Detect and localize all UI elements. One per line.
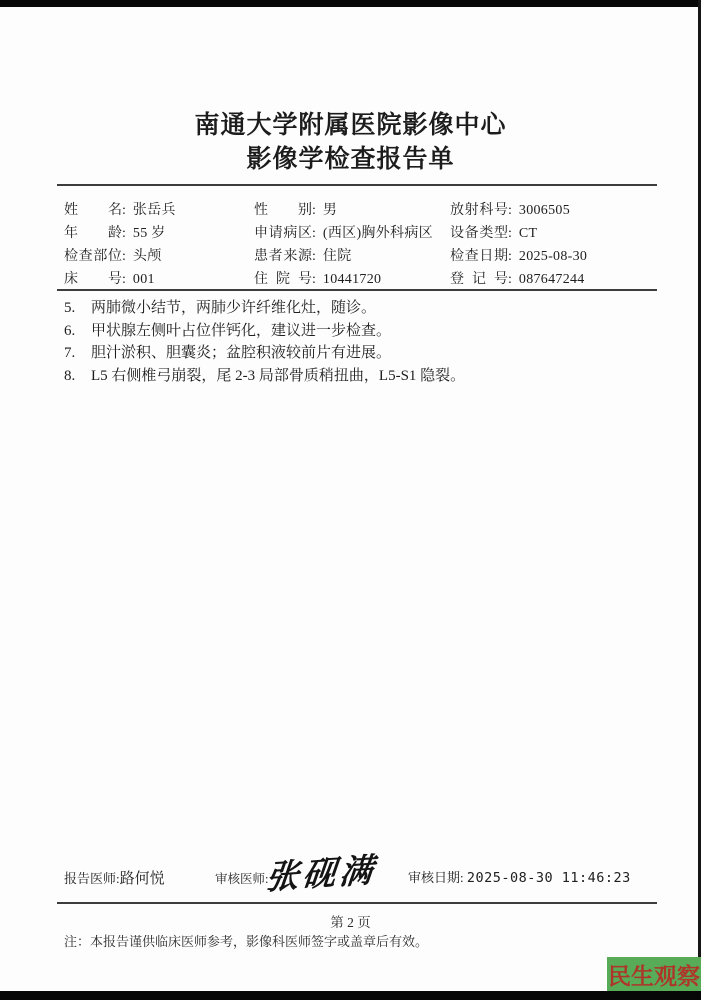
finding-item	[64, 320, 644, 343]
scan-bottom-bar	[0, 991, 701, 1000]
finding-item	[64, 342, 644, 365]
footer-note: 注：本报告谨供临床医师参考，影像科医师签字或盖章后有效。	[64, 934, 429, 949]
hospital-title: 南通大学附属医院影像中心	[194, 112, 507, 139]
finding-text: L5 右侧椎弓崩裂，尾 2-3 局部骨质稍扭曲，L5-S1 隐裂。	[91, 367, 466, 384]
finding-number: 8.	[64, 367, 76, 384]
findings-list	[64, 297, 644, 387]
review-date-value: 2025-08-30 11:46:23	[466, 870, 631, 886]
divider-header	[57, 184, 657, 186]
field-device-type-value: CT	[518, 226, 538, 241]
finding-text: 两肺微小结节，两肺少许纤维化灶，随诊。	[91, 300, 377, 316]
field-age-value: 55 岁	[132, 226, 166, 241]
field-device-type: 设备类型 : CT	[450, 222, 649, 245]
finding-text: 胆汁淤积、胆囊炎；盆腔积液较前片有进展。	[91, 345, 392, 361]
page-number: 第 2 页	[330, 915, 371, 930]
report-title: 影像学检查报告单	[246, 146, 455, 173]
field-admission-no: 住院号 : 10441720	[254, 268, 450, 291]
divider-info	[57, 289, 657, 291]
field-gender-value: 男	[322, 203, 338, 218]
report-doctor-label: 报告医师:	[64, 871, 120, 886]
field-exam-part: 检查部位 : 头颅	[64, 245, 254, 268]
field-patient-source: 患者来源 : 住院	[254, 245, 450, 268]
field-gender-label: 性别	[254, 203, 312, 218]
field-name-label: 姓名	[64, 203, 122, 218]
field-request-ward: 申请病区 : (西区)胸外科病区	[254, 222, 450, 245]
field-registration-no: 登记号 : 087647244	[450, 268, 649, 291]
field-exam-part-label: 检查部位	[64, 249, 122, 264]
field-radiology-no-value: 3006505	[518, 203, 570, 218]
report-header	[0, 109, 701, 177]
field-age: 年龄 : 55 岁	[64, 222, 254, 245]
field-request-ward-value: (西区)胸外科病区	[322, 226, 433, 241]
field-admission-no-value: 10441720	[322, 272, 382, 287]
field-name: 姓名 : 张岳兵	[64, 199, 254, 222]
field-bed-no-value: 001	[132, 272, 155, 287]
report-doctor-name: 路何悦	[119, 871, 165, 887]
field-exam-date-label: 检查日期	[450, 249, 508, 264]
watermark-badge: 民生观察	[607, 957, 701, 991]
field-patient-source-label: 患者来源	[254, 249, 312, 264]
field-bed-no: 床号 : 001	[64, 268, 254, 291]
field-age-label: 年龄	[64, 226, 122, 241]
field-device-type-label: 设备类型	[450, 226, 508, 241]
field-exam-date: 检查日期 : 2025-08-30	[450, 245, 649, 268]
patient-info-grid	[64, 199, 649, 291]
field-radiology-no: 放射科号 : 3006505	[450, 199, 649, 222]
finding-item	[64, 365, 644, 388]
review-doctor-label: 审核医师:	[215, 872, 269, 886]
field-registration-no-label: 登记号	[450, 272, 508, 287]
field-name-value: 张岳兵	[132, 203, 176, 218]
finding-number: 5.	[64, 300, 76, 316]
finding-item	[64, 297, 644, 320]
field-admission-no-label: 住院号	[254, 272, 312, 287]
finding-number: 6.	[64, 322, 76, 339]
field-exam-part-value: 头颅	[132, 249, 162, 264]
field-gender: 性别 : 男	[254, 199, 450, 222]
field-request-ward-label: 申请病区	[254, 226, 312, 241]
review-doctor-signature: 张砚满	[263, 852, 379, 898]
field-registration-no-value: 087647244	[518, 272, 585, 287]
field-patient-source-value: 住院	[322, 249, 352, 264]
field-exam-date-value: 2025-08-30	[518, 249, 588, 264]
finding-text: 甲状腺左侧叶占位伴钙化，建议进一步检查。	[91, 322, 392, 339]
finding-number: 7.	[64, 345, 76, 361]
field-radiology-no-label: 放射科号	[450, 203, 508, 218]
review-date	[408, 867, 631, 886]
review-date-label: 审核日期:	[408, 870, 464, 885]
divider-footer	[57, 902, 657, 904]
report-doctor	[64, 867, 165, 888]
scan-top-bar	[0, 0, 701, 7]
field-bed-no-label: 床号	[64, 272, 122, 287]
